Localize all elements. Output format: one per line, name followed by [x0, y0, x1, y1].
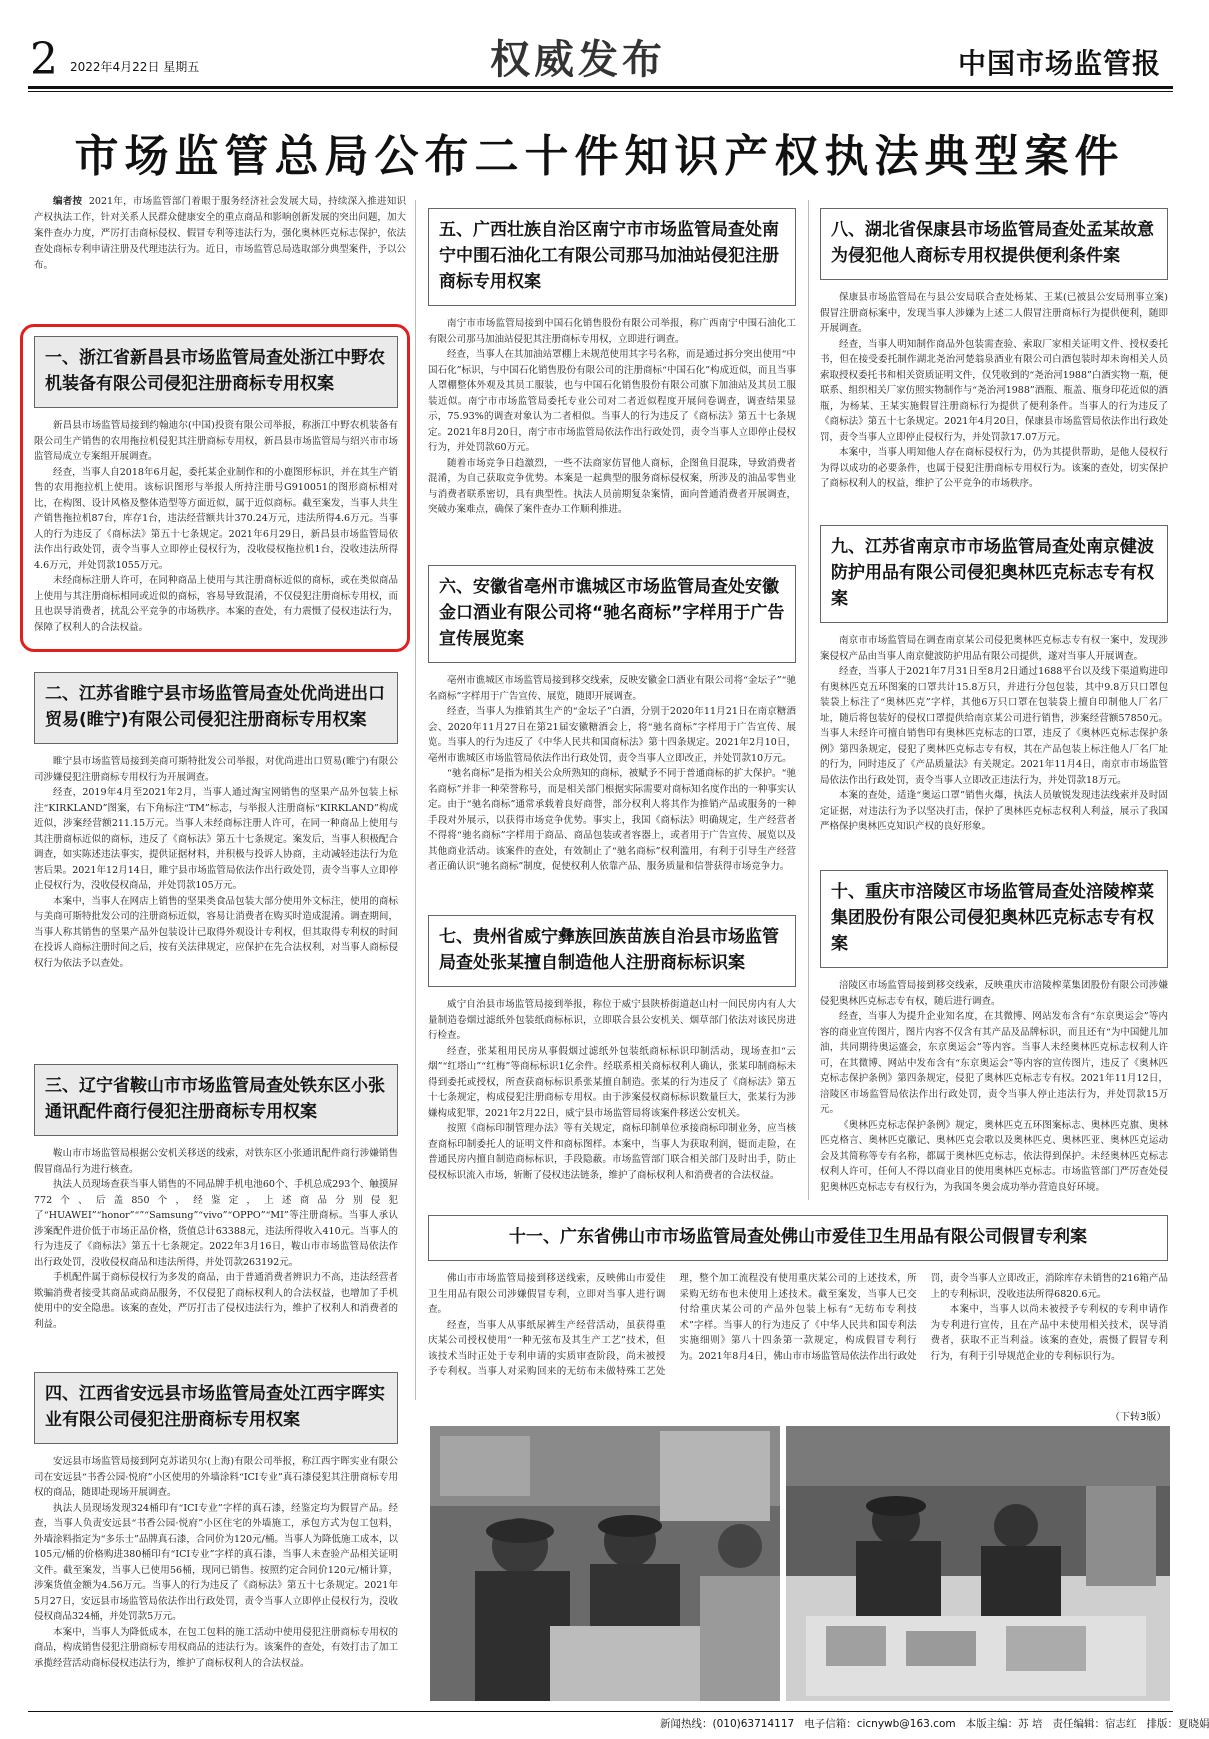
paragraph: 执法人员现场查获当事人销售的不同品牌手机电池60个、手机总成293个、触摸屏772个、后盖850个，经鉴定，上述商品分别侵犯了“HUAWEI”“honor”“”“Samsung”“vivo”“OPPO”“MI”等注册商标。当事人承认涉案配件进价低于市场正品价格，货值总计63388元，违法所得收入410元。当事人的行为违反了《商标法》第五十七条规定。2022年3月16日，鞍山市市场监管局依法作出行政处罚，没收侵权商品和违法所得，并处罚款263192元。: [34, 1179, 398, 1268]
page-number: 2: [30, 34, 58, 85]
email: cicnywb@163.com: [856, 1718, 956, 1730]
paragraph: 随着市场竞争日趋激烈，一些不法商家仿冒他人商标，企图鱼目混珠，导致消费者混淆，为自己获取竞争优势。本案是一起典型的服务商标侵权案，所涉及的油品零售业与消费者联系密切，具有典型性。执法人员前期复杂案情，面向普通消费者开展调查，突破办案难点，确保了案件查办工作顺利推进。: [428, 457, 796, 515]
case-title: 七、贵州省威宁彝族回族苗族自治县市场监管局查处张某擅自制造他人注册商标标识案: [428, 915, 796, 987]
paragraph: “驰名商标”是指为相关公众所熟知的商标，被赋予不同于普通商标的扩大保护。“驰名商标”并非一种荣誉称号，而是相关部门根据实际需要对商标知名度作出的一种事实认定。由于“驰名商标”通常承载着良好商誉，部分权利人将其作为推销产品或服务的一种手段对外展示，以获得市场竞争优势。事实上，我国《商标法》明确规定，生产经营者不得将“驰名商标”字样用于商品、商品包装或者容器上，或者用于广告宣传、展览以及其他商业活动。该案件的查处，有效制止了“驰名商标”权利滥用，有利于引导生产经营者正确认识“驰名商标”制度，促使权利人依靠产品、服务质量和信誉获得市场竞争力。: [428, 768, 796, 872]
case-2: [34, 672, 398, 971]
paragraph: 佛山市市场监管局接到移送线索，反映佛山市爱佳卫生用品有限公司涉嫌假冒专利，立即对当事人进行调查。: [428, 1273, 666, 1315]
case-title: 六、安徽省亳州市谯城区市场监管局查处安徽金口酒业有限公司将“驰名商标”字样用于广告宣传展览案: [428, 565, 796, 663]
paragraph: 经查，当事人在其加油站罩棚上未规范使用其字号名称，而是通过拆分突出使用“中国石化”标识，与中国石化销售股份有限公司的注册商标“中国石化”构成近似，而且当事人罩棚整体外观及其员工服装，也与中国石化销售股份有限公司旗下加油站及其员工服装近似。南宁市市场监管局委托专业公司对二者近似程度开展问卷调查，调查结果显示，75.93%的调查对象认为二者相似。当事人的行为违反了《商标法》第五十七条规定。2021年8月20日，南宁市市场监管局依法作出行政处罚，责令当事人立即停止侵权行为，并处罚款60万元。: [428, 349, 796, 453]
case-body: [34, 1454, 398, 1671]
column-divider: [808, 200, 809, 1200]
paragraph: 南宁市市场监管局接到中国石化销售股份有限公司举报，称广西南宁中围石油化工有限公司那马加油站侵犯其注册商标专用权，立即进行调查。: [428, 318, 796, 345]
case-body: [34, 754, 398, 971]
case-title: 五、广西壮族自治区南宁市市场监管局查处南宁中围石油化工有限公司那马加油站侵犯注册商标专用权案: [428, 208, 796, 306]
editor-label: 本版主编：: [965, 1718, 1019, 1730]
paragraph: 经查，当事人为推销其生产的“金坛子”白酒，分别于2020年11月21日在南京糖酒会、2020年11月27日在第21届安徽糖酒会上，将“驰名商标”字样用于广告宣传、展览。当事人的行为违反了《中华人民共和国商标法》第十四条规定。2021年2月10日，亳州市谯城区市场监管局依法作出行政处罚，责令当事人立即改正，并处罚款10万元。: [428, 706, 796, 764]
paragraph: 经查，当事人为提升企业知名度，在其微博、网站发布含有“东京奥运会”等内容的商业宣传图片，图片内容不仅含有其产品及品牌标识，而且还有“为中国健儿加油，共同期待奥运盛会，东京奥运会”等内容。当事人未经奥林匹克标志权利人许可，在其微博、网站中发布含有“东京奥运会”等内容的宣传图片，违反了《奥林匹克标志保护条例》第四条规定，侵犯了奥林匹克标志专有权。2021年11月12日，涪陵区市场监管局依法作出行政处罚，责令当事人停止违法行为，并处罚款15万元。: [820, 1011, 1168, 1115]
case-body: [820, 978, 1168, 1195]
case-7: [428, 915, 796, 1183]
case-body: [428, 1271, 1168, 1380]
paragraph: 威宁自治县市场监管局接到举报，称位于威宁县陕桥街道赵山村一间民房内有人大量制造卷烟过滤纸外包装纸商标标识，立即联合县公安机关、烟草部门依法对该民房进行检查。: [428, 999, 796, 1041]
case-6: [428, 565, 796, 875]
case-11: [428, 1215, 1168, 1380]
paragraph: 执法人员现场发现324桶印有“ICI专业”字样的真石漆，经鉴定均为假冒产品。经查，当事人负责安远县“书香公园·悦府”小区住宅的外墙施工，承包方式为包工包料，外墙涂料指定为“多乐士”品牌真石漆，合同价为120元/桶。当事人为降低施工成本，以105元/桶的价格购进380桶印有“ICI专业”字样的真石漆，当事人未查验产品相关证明文件。截至案发，当事人已使用56桶，现同已销售。按照约定合同价120元/桶计算，涉案货值金额为4.56万元。当事人的行为违反了《商标法》第五十七条规定。2021年5月27日，安远县市场监管局依法作出行政处罚，责令当事人立即停止侵权行为，没收侵权商品324桶，并处罚款5万元。: [34, 1502, 398, 1622]
paragraph: 手机配件属于商标侵权行为多发的商品，由于普通消费者辨识力不高，违法经营者欺骗消费者接受其商品或商品服务，不仅侵犯了商标权利人的合法权益，也增加了手机使用中的安全隐患。该案的查处，严厉打击了侵权违法行为，维护了权利人和消费者的利益。: [34, 1272, 398, 1330]
paragraph: 未经商标注册人许可，在同种商品上使用与其注册商标近似的商标，或在类似商品上使用与其注册商标相同或近似的商标，容易导致混淆，不仅侵犯注册商标专用权，而且也误导消费者，扰乱公平竞争的市场秩序。本案的查处，有力震慑了侵权违法行为，保障了权利人的合法权益。: [34, 575, 398, 633]
footer-credits: [660, 1716, 1209, 1731]
email-label: 电子信箱：: [804, 1718, 857, 1730]
case-body: [34, 1146, 398, 1332]
case-9: [820, 525, 1168, 835]
paragraph: 按照《商标印制管理办法》等有关规定，商标印制单位承接商标印制业务，应当核查商标印制委托人的证明文件和商标图样。本案中，当事人为获取利润，铤而走险，在普通民房内擅自制造商标标识，手段隐蔽。市场监管部门联合相关部门及时出手，防止侵权标识流入市场，斩断了侵权违法链条，维护了商标权利人和消费者的合法权益。: [428, 1123, 796, 1181]
enforcement-photo-left: [430, 1426, 780, 1701]
layout-editor: 夏晓娟: [1177, 1718, 1209, 1730]
paragraph: 新昌县市场监管局接到约翰迪尔(中国)投资有限公司举报，称浙江中野农机装备有限公司生产销售的农用拖拉机侵犯其注册商标专用权，新昌县市场监管局与绍兴市市场监管局成立专案组开展调查。: [34, 420, 398, 462]
editor-note-text: 2021年，市场监管部门着眼于服务经济社会发展大局，持续深入推进知识产权执法工作，针对关系人民群众健康安全的重点商品和影响创新发展的突出问题，加大案件查办力度，严厉打击商标侵权、假冒专利等违法行为，强化奥林匹克标志保护，依法查处商标专利申请注册及代理违法行为。近日，市场监管总局选取部分典型案件，予以公布。: [34, 196, 406, 271]
case-title: 三、辽宁省鞍山市市场监管局查处铁东区小张通讯配件商行侵犯注册商标专用权案: [34, 1064, 398, 1136]
editor-note-label: 编者按: [53, 196, 83, 207]
hotline-label: 新闻热线：: [660, 1718, 713, 1730]
paragraph: 鞍山市市场监管局根据公安机关移送的线索，对铁东区小张通讯配件商行涉嫌销售假冒商品行为进行核查。: [34, 1148, 398, 1175]
header-rule-thin: [28, 91, 1173, 92]
paragraph: 经查，当事人从事纸尿裤生产经营活动，虽获得重庆某公司授权使用“一种无弦布及其生产工艺”技术，但该技术当时正处于专利申请的实质审查阶段，尚未被授予专利权。当事人对采购回来的无纺布未做特殊工艺处理，整个加工流程没有使用重庆某公司的上述技术，所采购无纺布也未使用上述技术。截至案发，当事人已交付给重庆某公司的产品外包装上标有“无纺布专利技术”字样。当事人的行为违反了《中华人民共和国专利法实施细则》第八十四条第一款规定，构成假冒专利行为。2021年8月4日，佛山市市场监管局依法作出行政处罚，责令当事人立即改正，消除库存未销售的216箱产品上的专利标识，没收违法所得6820.6元。: [428, 1273, 1168, 1377]
paragraph: 经查，当事人明知制作商品外包装需查验、索取厂家相关证明文件、授权委托书，但在接受委托制作湖北尧治河楚翁泉酒业有限公司白酒包装时却未询相关人员索取授权委托书和相关资质证明文件，仅凭收到的“尧治河1988”白酒实物一瓶，便联系、组织相关厂家仿照实物制作与“尧治河1988”酒瓶、瓶盖、瓶身印花近似的酒瓶，为杨某、王某实施假冒注册商标行为提供了便利条件。当事人的行为违反了《商标法》第五十七条规定。2021年4月20日，保康县市场监管局依法作出行政处罚，责令当事人立即停止侵权行为，并处罚款17.07万元。: [820, 338, 1168, 443]
case-title: 一、浙江省新昌县市场监管局查处浙江中野农机装备有限公司侵犯注册商标专用权案: [34, 336, 398, 408]
header-rule: [28, 86, 1173, 89]
case-body: [34, 418, 398, 635]
paragraph: 睢宁县市场监管局接到美商可斯特批发公司举报，对优尚进出口贸易(睢宁)有限公司涉嫌侵犯注册商标专用权行为开展调查。: [34, 756, 398, 783]
editor: 苏 培: [1018, 1718, 1043, 1730]
paragraph: 涪陵区市场监管局接到移交线索，反映重庆市涪陵榨菜集团股份有限公司涉嫌侵犯奥林匹克标志专有权，随后进行调查。: [820, 980, 1168, 1007]
case-4: [34, 1372, 398, 1671]
paragraph: 南京市市场监管局在调查南京某公司侵犯奥林匹克标志专有权一案中，发现涉案侵权产品由当事人南京健波防护用品有限公司提供，遂对当事人开展调查。: [820, 635, 1168, 662]
paragraph: 《奥林匹克标志保护条例》规定，奥林匹克五环图案标志、奥林匹克旗、奥林匹克格言、奥林匹克徽记、奥林匹克会歌以及奥林匹克、奥林匹亚、奥林匹克运动会及其简称等专有名称，都属于奥林匹克标志，依法得到保护。未经奥林匹克标志权利人许可，任何人不得以商业目的使用奥林匹克标志。市场监管部门严厉查处侵犯奥林匹克标志专有权行为，为我国冬奥会成功举办营造良好环境。: [820, 1119, 1168, 1193]
section-title: 权威发布: [490, 36, 666, 83]
editor-note: [34, 194, 406, 274]
case-1: [34, 336, 398, 635]
case-3: [34, 1064, 398, 1332]
case-body: [820, 290, 1168, 492]
paragraph: 经查，当事人于2021年7月31日至8月2日通过1688平台以及线下渠道购进印有奥林匹克五环图案的口罩共计15.8万只，并进行分包包装，其中9.8万只口罩包装袋上标注了“奥林匹克”字样，其他6万只口罩在包装袋上擅自印制他人厂名厂址，随后将包装好的侵权口罩提供给南京某公司进行销售，涉案经营额57850元。当事人未经许可擅自销售印有奥林匹克标志的口罩，违反了《奥林匹克标志保护条例》第四条规定，侵犯了奥林匹克标志专有权，其在产品包装上标注他人厂名厂址的行为，同时违反了《产品质量法》有关规定。2021年11月4日，南京市市场监管局依法作出行政处罚，责令当事人立即改正违法行为，并处罚款18万元。: [820, 666, 1168, 786]
paragraph: 本案的查处，适逢“奥运口罩”销售火爆，执法人员敏锐发现违法线索并及时固定证据，对违法行为予以坚决打击，保护了奥林匹克标志权利人利益，展示了我国严格保护奥林匹克知识产权的良好形象。: [820, 790, 1168, 832]
case-5: [428, 208, 796, 518]
case-8: [820, 208, 1168, 492]
layout-label: 排版：: [1146, 1718, 1178, 1730]
paragraph: 本案中，当事人为降低成本，在包工包料的施工活动中使用侵犯注册商标专用权的商品，构成销售侵犯注册商标专用权商品的违法行为。该案件的查处，有效打击了加工承揽经营活动商标侵权违法行为，维护了商标权利人的合法权益。: [34, 1626, 398, 1669]
case-body: [820, 633, 1168, 835]
paragraph: 亳州市谯城区市场监管局接到移交线索，反映安徽金口酒业有限公司将“金坛子”“驰名商标”字样用于广告宣传、展览，随即开展调查。: [428, 675, 796, 702]
case-title: 二、江苏省睢宁县市场监管局查处优尚进出口贸易(睢宁)有限公司侵犯注册商标专用权案: [34, 672, 398, 744]
footer-rule: [28, 1711, 1173, 1712]
case-body: [428, 997, 796, 1183]
duty-editor: 宿志红: [1104, 1718, 1137, 1730]
enforcement-photo-right: [786, 1426, 1170, 1701]
paragraph: 经查，当事人自2018年6月起，委托某企业制作和的小鹿图形标识，并在其生产销售的农用拖拉机上使用。该标识图形与举报人所持注册号G910051的图形商标相对比，在构图、设计风格及整体造型等方面近似，属于近似商标。截至案发，当事人共生产销售拖拉机87台，库存1台，违法经营额共计370.24万元，违法所得4.6万元。当事人的行为违反了《商标法》第五十七条规定。2021年6月29日，新昌县市场监管局依法作出行政处罚，责令当事人立即停止侵权行为，没收侵权拖拉机1台，没收违法所得4.6万元，并处罚款1055万元。: [34, 466, 398, 571]
paragraph: 本案中，当事人明知他人存在商标侵权行为，仍为其提供帮助，是他人侵权行为得以成功的必要条件，也属于侵犯注册商标专用权行为。该案的查处，切实保护了商标权利人的权益，维护了公平竞争的市场秩序。: [820, 447, 1168, 489]
paragraph: 本案中，当事人在网店上销售的坚果类食品包装大部分使用外文标注，使用的商标与美商可斯特批发公司的注册商标近似，容易让消费者在购买时造成混淆。调查期间，当事人称其销售的坚果产品外包装设计已取得外观设计专利权，但其取得专利权的时间在投诉人商标注册时间之后，按有关法律规定，应保护在先合法权利，对当事人商标侵权行为依法予以查处。: [34, 895, 398, 969]
continued-note: （下转3版）: [1110, 1412, 1167, 1423]
column-divider: [415, 200, 416, 1400]
case-title: 八、湖北省保康县市场监管局查处孟某故意为侵犯他人商标专用权提供便利条件案: [820, 208, 1168, 280]
main-headline: 市场监管总局公布二十件知识产权执法典型案件: [74, 131, 1125, 182]
hotline: (010)63714117: [712, 1718, 795, 1730]
issue-date: 2022年4月22日 星期五: [70, 60, 200, 74]
newspaper-name: 中国市场监管报: [958, 47, 1162, 80]
paragraph: 经查，2019年4月至2021年2月，当事人通过淘宝网销售的坚果产品外包装上标注“KIRKLAND”图案，右下角标注“TM”标志，与举报人注册商标“KIRKLAND”构成近似，涉案经营额211.15万元。当事人未经商标注册人许可，在同一种商品上使用与其注册商标近似的商标，违反了《商标法》第五十七条规定。案发后，当事人积极配合调查，如实陈述违法事实，提供证据材料，并积极与投诉人协商，主动减轻违法行为危害后果。2021年12月14日，睢宁县市场监管局依法作出行政处罚，责令当事人立即停止侵权行为，没收侵权商品，并处罚款105万元。: [34, 787, 398, 891]
case-body: [428, 673, 796, 875]
paragraph: 保康县市场监管局在与县公安局联合查处杨某、王某(已被县公安局刑事立案)假冒注册商标案中，发现当事人涉嫌为上述二人假冒注册商标行为提供便利，随即开展调查。: [820, 292, 1168, 334]
paragraph: 安远县市场监管局接到阿克苏诺贝尔(上海)有限公司举报，称江西宇晖实业有限公司在安远县“书香公园·悦府”小区使用的外墙涂料“ICI专业”真石漆侵犯其注册商标专用权的商品，随即赴现场开展调查。: [34, 1456, 398, 1498]
case-title: 九、江苏省南京市市场监管局查处南京健波防护用品有限公司侵犯奥林匹克标志专有权案: [820, 525, 1168, 623]
case-body: [428, 316, 796, 518]
case-title: 十、重庆市涪陵区市场监管局查处涪陵榨菜集团股份有限公司侵犯奥林匹克标志专有权案: [820, 870, 1168, 968]
case-10: [820, 870, 1168, 1195]
duty-editor-label: 责任编辑：: [1052, 1718, 1105, 1730]
paragraph: 经查，张某租用民房从事假烟过滤纸外包装纸商标标识印制活动，现场查扣“云烟”“红塔山”“红梅”等商标标识1亿余件。经联系相关商标权利人确认，张某印制商标未得到委托或授权，所查获商标标识系张某擅自制造。张某的行为违反了《商标法》第五十七条规定，构成侵犯注册商标专用权。由于涉案侵权商标标识数量巨大，张某行为涉嫌构成犯罪，2021年2月22日，威宁县市场监管局将该案件移送公安机关。: [428, 1045, 796, 1119]
case-title: 十一、广东省佛山市市场监管局查处佛山市爱佳卫生用品有限公司假冒专利案: [428, 1215, 1168, 1261]
paragraph: 本案中，当事人以尚未被授予专利权的专利申请作为专利进行宣传，且在产品中未使用相关技术，误导消费者，获取不正当利益。该案的查处，震慑了假冒专利行为，有利于引导规范企业的专利标识行为。: [930, 1304, 1168, 1362]
case-title: 四、江西省安远县市场监管局查处江西宇晖实业有限公司侵犯注册商标专用权案: [34, 1372, 398, 1444]
